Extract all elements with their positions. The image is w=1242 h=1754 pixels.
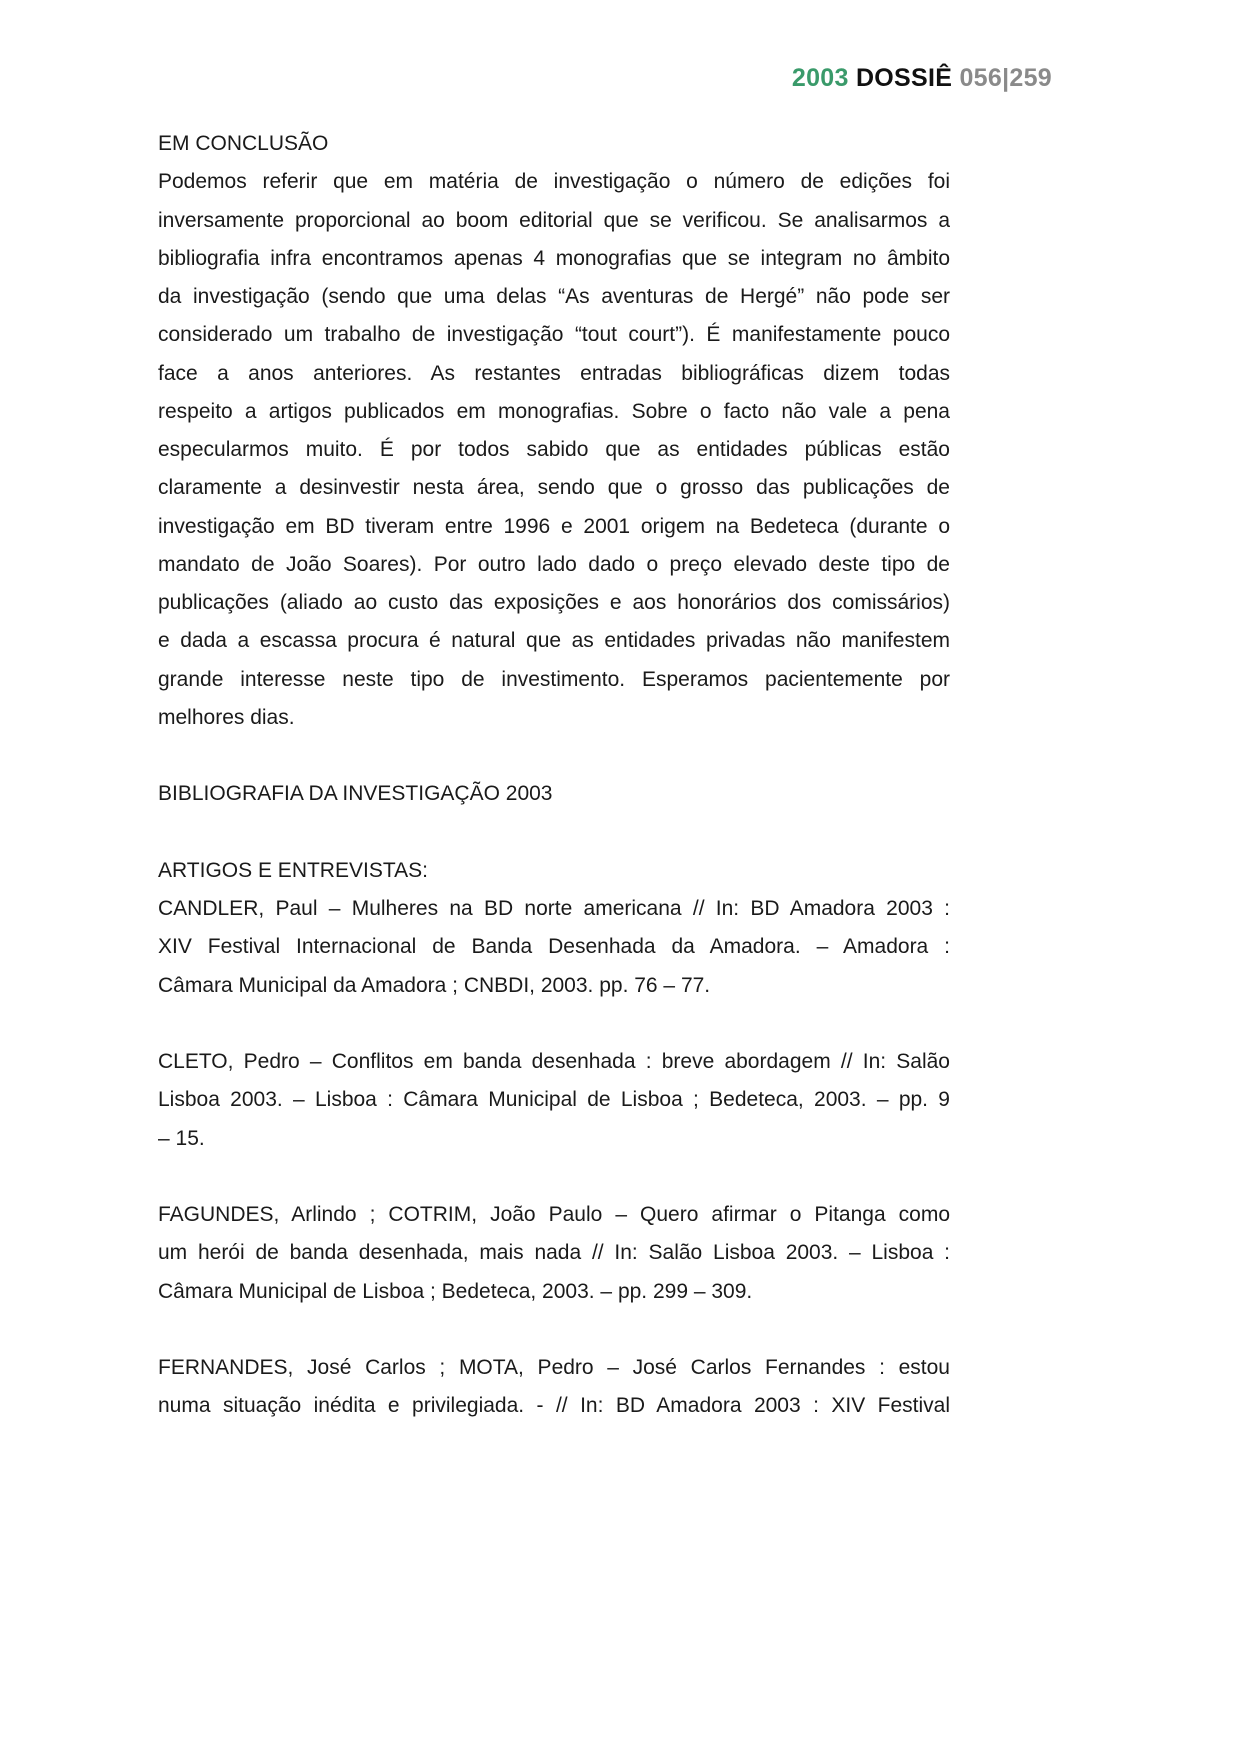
text-line: investigação em BD tiveram entre 1996 e 2001 origem na Bedeteca (durante o: [158, 514, 950, 538]
spacer: [158, 1158, 950, 1196]
bibliography-entries: [158, 890, 950, 1426]
text-line: inversamente proporcional ao boom editorial que se verificou. Se analisarmos a: [158, 208, 950, 232]
text-line: mandato de João Soares). Por outro lado dado o preço elevado deste tipo de: [158, 552, 950, 576]
text-line: Câmara Municipal de Lisboa ; Bedeteca, 2003. – pp. 299 – 309.: [158, 1279, 753, 1303]
text-line: Câmara Municipal da Amadora ; CNBDI, 2003. pp. 76 – 77.: [158, 973, 711, 997]
text-line: bibliografia infra encontramos apenas 4 monografias que se integram no âmbito: [158, 246, 950, 270]
bibliography-entry: [158, 890, 950, 1005]
text-line: XIV Festival Internacional de Banda Desenhada da Amadora. – Amadora :: [158, 935, 950, 959]
text-line: grande interesse neste tipo de investimento. Esperamos pacientemente por: [158, 667, 950, 691]
bibliography-entry: [158, 1349, 950, 1426]
page-header: [792, 64, 1052, 93]
text-line: CLETO, Pedro – Conflitos em banda desenhada : breve abordagem // In: Salão: [158, 1050, 950, 1073]
spacer: [158, 1005, 950, 1043]
header-section: DOSSIÊ: [855, 64, 953, 92]
text-line: CANDLER, Paul – Mulheres na BD norte americana // In: BD Amadora 2003 :: [158, 897, 950, 920]
text-line: numa situação inédita e privilegiada. - // In: BD Amadora 2003 : XIV Festival: [158, 1394, 950, 1418]
text-line: Lisboa 2003. – Lisboa : Câmara Municipal de Lisboa ; Bedeteca, 2003. – pp. 9: [158, 1088, 950, 1112]
spacer: [158, 737, 950, 775]
text-line: – 15.: [158, 1126, 205, 1150]
text-line: FAGUNDES, Arlindo ; COTRIM, João Paulo – Quero afirmar o Pitanga como: [158, 1203, 950, 1226]
articles-heading: ARTIGOS E ENTREVISTAS:: [158, 858, 428, 882]
text-line: melhores dias.: [158, 705, 295, 729]
header-page-number: 056|259: [959, 64, 1052, 92]
text-line: publicações (aliado ao custo das exposições e aos honorários dos comissários): [158, 591, 950, 614]
bibliography-entry: [158, 1043, 950, 1158]
spacer: [158, 814, 950, 852]
bibliography-entry: [158, 1196, 950, 1311]
text-line: considerado um trabalho de investigação “tout court”). É manifestamente pouco: [158, 323, 950, 347]
conclusion-heading: EM CONCLUSÃO: [158, 132, 329, 155]
bibliography-heading: BIBLIOGRAFIA DA INVESTIGAÇÃO 2003: [158, 782, 553, 806]
spacer: [158, 1311, 950, 1349]
conclusion-paragraph: [158, 163, 950, 737]
text-line: e dada a escassa procura é natural que as entidades privadas não manifestem: [158, 629, 950, 653]
header-year: 2003: [791, 64, 849, 92]
document-body: [158, 125, 950, 1426]
text-line: FERNANDES, José Carlos ; MOTA, Pedro – José Carlos Fernandes : estou: [158, 1356, 950, 1379]
text-line: um herói de banda desenhada, mais nada // In: Salão Lisboa 2003. – Lisboa :: [158, 1241, 950, 1265]
text-line: face a anos anteriores. As restantes entradas bibliográficas dizem todas: [158, 361, 950, 385]
text-line: Podemos referir que em matéria de investigação o número de edições foi: [158, 170, 950, 194]
text-line: especularmos muito. É por todos sabido que as entidades públicas estão: [158, 438, 950, 461]
text-line: claramente a desinvestir nesta área, sendo que o grosso das publicações de: [158, 476, 950, 500]
text-line: respeito a artigos publicados em monografias. Sobre o facto não vale a pena: [158, 399, 950, 423]
text-line: da investigação (sendo que uma delas “As aventuras de Hergé” não pode ser: [158, 285, 950, 308]
